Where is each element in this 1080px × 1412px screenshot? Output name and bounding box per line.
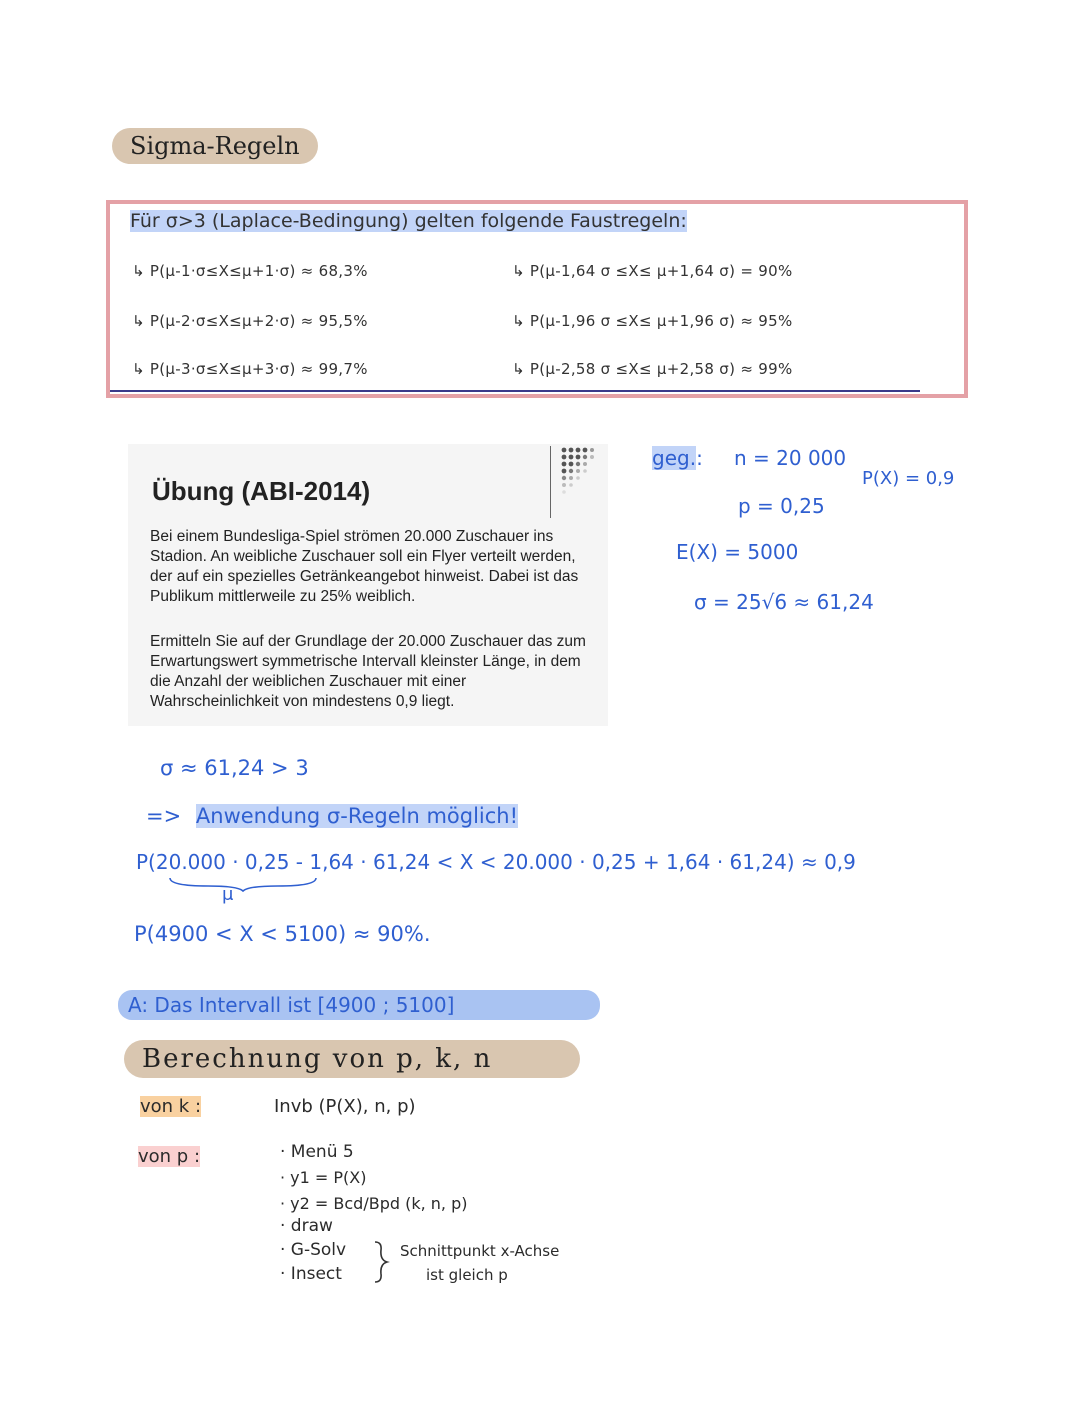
given-label-colon: : <box>696 446 703 470</box>
curly-brace-icon <box>372 1240 390 1284</box>
exercise-title: Übung (ABI-2014) <box>152 476 371 506</box>
rules-intro-text: Für σ>3 (Laplace-Bedingung) gelten folgende Faustregeln: <box>130 210 687 232</box>
exercise-paragraph-2: Ermitteln Sie auf der Grundlage der 20.000 Zuschauer das zum Erwartungswert symmetrische Intervall kleinster Länge, in dem die Anzahl der weiblichen Zuschauer mit einer Wahrscheinlichkeit von mindestens 0,9 liegt. <box>150 633 586 710</box>
rule-left-2: ↳ P(μ-2·σ≤X≤μ+2·σ) ≈ 95,5% <box>132 312 368 330</box>
exercise-paragraph-1: Bei einem Bundesliga-Spiel strömen 20.000 Zuschauer ins Stadion. An weibliche Zuschauer soll ein Flyer verteilt werden, der auf ein spezielles Getränkeangebot hinweist. Dabei ist das Publikum mittlerweile zu 25% weiblich. <box>150 528 579 605</box>
exercise-divider <box>550 446 551 518</box>
calc-p-step-1: · Menü 5 <box>280 1142 354 1162</box>
sigma-check: σ ≈ 61,24 > 3 <box>160 756 309 780</box>
probability-interval-formula: P(20.000 · 0,25 - 1,64 · 61,24 < X < 20.000 · 0,25 + 1,64 · 61,24) ≈ 0,9 <box>136 850 856 874</box>
given-label-text: geg. <box>652 446 697 470</box>
calc-p-note-2: ist gleich p <box>426 1266 508 1284</box>
given-px: P(X) = 0,9 <box>862 468 955 489</box>
calc-p-step-4: · draw <box>280 1216 333 1236</box>
interval-result: P(4900 < X < 5100) ≈ 90%. <box>134 922 431 946</box>
given-sigma: σ = 25√6 ≈ 61,24 <box>694 590 874 614</box>
answer-text: A: Das Intervall ist [4900 ; 5100] <box>128 993 455 1017</box>
calc-p-step-2: · y1 = P(X) <box>280 1168 367 1187</box>
section-title-sigma-rules: Sigma-Regeln <box>112 128 318 164</box>
calc-p-step-5: · G-Solv <box>280 1240 347 1260</box>
exercise-card <box>128 444 608 726</box>
calc-p-label <box>138 1146 200 1167</box>
conclusion-line <box>146 804 518 828</box>
box-underline <box>110 390 920 392</box>
rule-right-2: ↳ P(μ-1,96 σ ≤X≤ μ+1,96 σ) ≈ 95% <box>512 312 793 330</box>
implies-arrow: => <box>146 804 182 828</box>
rule-right-1: ↳ P(μ-1,64 σ ≤X≤ μ+1,64 σ) = 90% <box>512 262 793 280</box>
calc-k-label <box>140 1096 201 1117</box>
calc-p-label-text: von p : <box>138 1146 201 1167</box>
mu-brace <box>168 876 318 892</box>
dot-grid-icon <box>560 446 600 498</box>
section-title-calculation: Berechnung von p, k, n <box>124 1040 580 1078</box>
calc-k-label-text: von k : <box>140 1096 202 1117</box>
rules-intro <box>130 210 687 232</box>
mu-label: μ <box>222 884 234 905</box>
calc-p-step-6: · Insect <box>280 1264 342 1284</box>
calc-p-step-3: · y2 = Bcd/Bpd (k, n, p) <box>280 1194 468 1213</box>
rule-left-3: ↳ P(μ-3·σ≤X≤μ+3·σ) ≈ 99,7% <box>132 360 368 378</box>
calc-k-value: Invb (P(X), n, p) <box>274 1096 416 1117</box>
given-expected-value: E(X) = 5000 <box>676 540 799 564</box>
conclusion-text: Anwendung σ-Regeln möglich! <box>195 804 519 828</box>
given-p: p = 0,25 <box>738 494 825 518</box>
rule-left-1: ↳ P(μ-1·σ≤X≤μ+1·σ) ≈ 68,3% <box>132 262 368 280</box>
given-n: n = 20 000 <box>734 446 847 470</box>
given-label <box>652 446 703 470</box>
calc-p-note-1: Schnittpunkt x-Achse <box>400 1242 560 1260</box>
rule-right-3: ↳ P(μ-2,58 σ ≤X≤ μ+2,58 σ) ≈ 99% <box>512 360 793 378</box>
